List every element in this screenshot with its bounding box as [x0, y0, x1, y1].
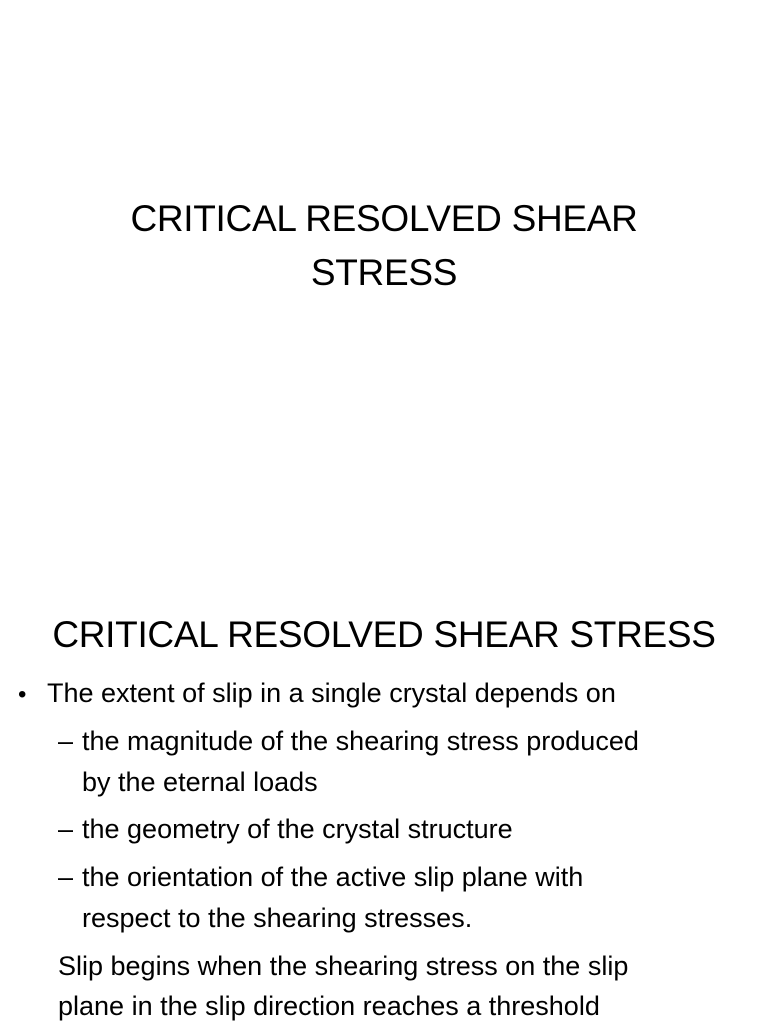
sub-item-3-line-2: respect to the shearing stresses. [82, 903, 473, 933]
bullet-text: The extent of slip in a single crystal depends on [47, 678, 616, 708]
slide-title [90, 192, 678, 300]
dash-icon: – [58, 862, 74, 892]
sub-item-3-line-1: the orientation of the active slip plane with [82, 862, 584, 892]
content-slide-title: CRITICAL RESOLVED SHEAR STRESS [52, 614, 716, 655]
slide-title-line-1: CRITICAL RESOLVED SHEAR [130, 198, 638, 239]
paragraph-line-2: plane in the slip direction reaches a threshold [58, 991, 600, 1021]
content-slide [0, 576, 768, 1024]
sub-item-2-line-1: the geometry of the crystal structure [82, 814, 513, 844]
dash-icon: – [58, 814, 74, 844]
sub-item-1-line-2: by the eternal loads [82, 767, 318, 797]
slide-title-line-2: STRESS [310, 252, 458, 293]
sub-item-1-line-1: the magnitude of the shearing stress produced [82, 726, 639, 756]
dash-icon: – [58, 726, 74, 756]
bullet-dot-icon: • [18, 681, 27, 708]
paragraph-line-1: Slip begins when the shearing stress on the slip [58, 951, 629, 981]
